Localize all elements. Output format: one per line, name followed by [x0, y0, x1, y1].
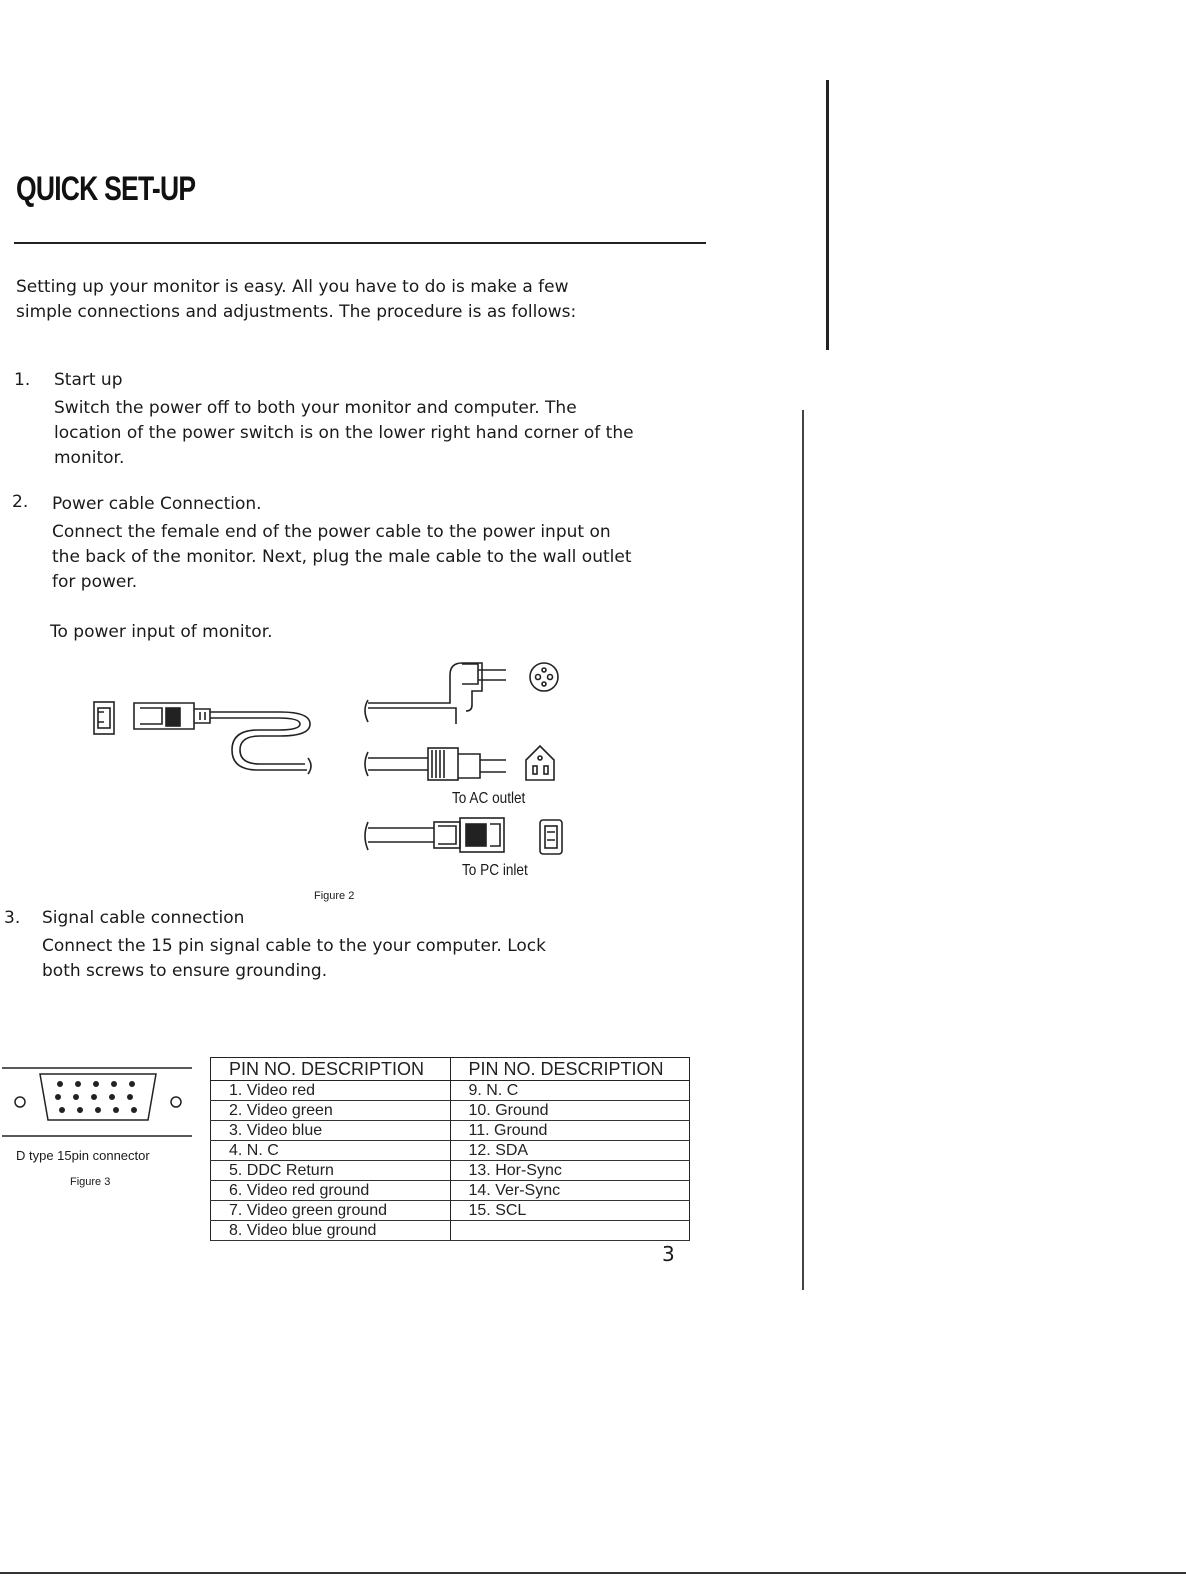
table-cell: 11. Ground: [450, 1121, 690, 1141]
table-row: [211, 1201, 690, 1221]
power-input-note: To power input of monitor.: [50, 622, 273, 642]
table-cell: 1. Video red: [211, 1081, 451, 1101]
us-plug-icon: [365, 748, 506, 780]
step-2-heading: Power cable Connection.: [52, 494, 262, 514]
step-1-heading: Start up: [54, 370, 123, 390]
column-header: PIN NO. DESCRIPTION: [211, 1058, 451, 1081]
pc-plug-icon: [365, 818, 504, 852]
euro-plug-icon: [365, 663, 506, 724]
intro-paragraph: Setting up your monitor is easy. All you have to do is make a few simple connections and adjustments. The procedure is as follows:: [16, 277, 577, 322]
step-3-text: Connect the 15 pin signal cable to the your computer. Lock both screws to ensure grounding.: [42, 936, 546, 981]
figure-3-caption: Figure 3: [70, 1176, 111, 1188]
binder-edge-line: [826, 80, 829, 350]
pin-table: [210, 1057, 690, 1241]
page-number: 3: [662, 1242, 675, 1266]
table-cell: 13. Hor-Sync: [450, 1161, 690, 1181]
table-cell: 7. Video green ground: [211, 1201, 451, 1221]
table-cell: 12. SDA: [450, 1141, 690, 1161]
step-1-number: 1.: [14, 370, 31, 390]
table-cell: 15. SCL: [450, 1201, 690, 1221]
connector-label: D type 15pin connector: [16, 1148, 150, 1163]
step-3-heading: Signal cable connection: [42, 908, 245, 928]
column-header: PIN NO. DESCRIPTION: [450, 1058, 690, 1081]
table-row: [211, 1081, 690, 1101]
table-cell: 9. N. C: [450, 1081, 690, 1101]
step-1-text: Switch the power off to both your monitor and computer. The location of the power switch is on the lower right hand corner of the monitor.: [54, 398, 634, 468]
table-row: [211, 1181, 690, 1201]
step-3-number: 3.: [4, 908, 21, 928]
power-cable-figure: [0, 0, 700, 910]
figure-2-caption: Figure 2: [314, 890, 355, 902]
step-2-text: Connect the female end of the power cable to the power input on the back of the monitor. Next, plug the male cable to the wall outlet for power.: [52, 522, 632, 592]
bottom-edge-line: [0, 1572, 1186, 1574]
table-cell: 8. Video blue ground: [211, 1221, 451, 1241]
page-edge-line: [802, 410, 804, 1290]
ac-outlet-label: To AC outlet: [452, 790, 526, 807]
table-row: [211, 1221, 690, 1241]
d-sub-connector-figure: [0, 1060, 200, 1140]
table-cell: 3. Video blue: [211, 1121, 451, 1141]
page-title: QUICK SET-UP: [16, 170, 196, 208]
euro-socket-icon: [530, 663, 558, 691]
table-cell: 5. DDC Return: [211, 1161, 451, 1181]
table-cell: 14. Ver-Sync: [450, 1181, 690, 1201]
table-row: [211, 1101, 690, 1121]
pc-inlet-icon: [540, 820, 562, 854]
table-cell: 10. Ground: [450, 1101, 690, 1121]
table-cell: 2. Video green: [211, 1101, 451, 1121]
table-row: [211, 1121, 690, 1141]
female-connector-icon: [134, 703, 210, 729]
pin-table-header-row: [211, 1058, 690, 1081]
pc-inlet-label: To PC inlet: [462, 862, 528, 879]
us-outlet-icon: [526, 746, 554, 780]
table-cell: [450, 1221, 690, 1241]
table-cell: 4. N. C: [211, 1141, 451, 1161]
monitor-inlet-icon: [94, 702, 114, 734]
step-2-number: 2.: [12, 492, 29, 512]
table-row: [211, 1141, 690, 1161]
table-cell: 6. Video red ground: [211, 1181, 451, 1201]
table-row: [211, 1161, 690, 1181]
